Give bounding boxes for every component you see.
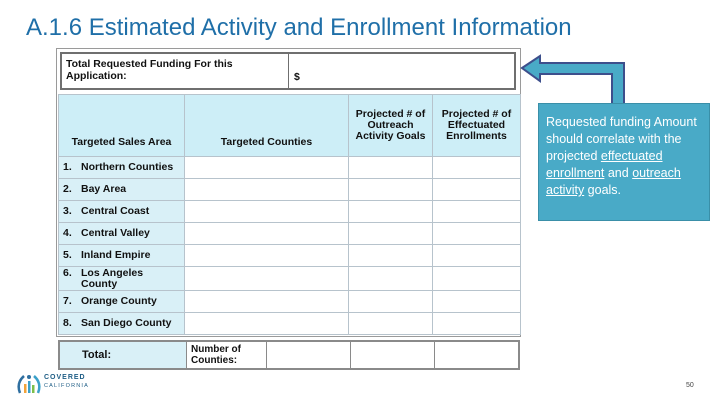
counties-cell[interactable]: [185, 267, 349, 291]
outreach-cell[interactable]: [349, 201, 433, 223]
logo-sub: CALIFORNIA: [44, 383, 90, 389]
outreach-cell[interactable]: [349, 267, 433, 291]
enrollment-cell[interactable]: [433, 291, 521, 313]
total-outreach-input[interactable]: [350, 342, 434, 368]
outreach-cell[interactable]: [349, 179, 433, 201]
total-label: Total:: [82, 349, 112, 361]
row-label: 5. Inland Empire: [59, 245, 185, 267]
number-of-counties-label: Number of Counties:: [191, 344, 241, 366]
counties-cell[interactable]: [185, 313, 349, 335]
row-label: 4. Central Valley: [59, 223, 185, 245]
total-row: [58, 340, 520, 370]
enrollment-cell[interactable]: [433, 157, 521, 179]
funding-box: [60, 52, 516, 90]
row-label: 2. Bay Area: [59, 179, 185, 201]
enrollment-cell[interactable]: [433, 179, 521, 201]
enrollment-cell[interactable]: [433, 223, 521, 245]
table-row: [59, 157, 521, 179]
counties-cell[interactable]: [185, 291, 349, 313]
table-row: [59, 313, 521, 335]
enrollment-cell[interactable]: [433, 267, 521, 291]
page-number: 50: [686, 382, 694, 389]
funding-value[interactable]: $: [294, 71, 300, 83]
table-row: [59, 245, 521, 267]
outreach-cell[interactable]: [349, 223, 433, 245]
counties-cell[interactable]: [185, 201, 349, 223]
enrollment-cell[interactable]: [433, 313, 521, 335]
enrollment-cell[interactable]: [433, 245, 521, 267]
callout-note: Requested funding Amount should correlate with the projected effectuated enrollment and outreach activity goals.: [538, 103, 710, 221]
row-label: 7. Orange County: [59, 291, 185, 313]
header-effectuated-enrollments: Projected # of Effectuated Enrollments: [433, 95, 521, 157]
counties-cell[interactable]: [185, 157, 349, 179]
table-row: [59, 223, 521, 245]
counties-cell[interactable]: [185, 245, 349, 267]
table-row: [59, 179, 521, 201]
header-targeted-sales-area: Targeted Sales Area: [59, 95, 185, 157]
row-label: 1. Northern Counties: [59, 157, 185, 179]
header-outreach-goals: Projected # of Outreach Activity Goals: [349, 95, 433, 157]
header-targeted-counties: Targeted Counties: [185, 95, 349, 157]
slide-title: A.1.6 Estimated Activity and Enrollment Information: [26, 14, 572, 41]
table-row: [59, 267, 521, 291]
row-label: 8. San Diego County: [59, 313, 185, 335]
funding-divider: [288, 54, 289, 88]
total-enrollment-input[interactable]: [434, 342, 518, 368]
counties-table: [58, 94, 521, 335]
logo-name: COVERED: [44, 374, 86, 381]
counties-cell[interactable]: [185, 223, 349, 245]
outreach-cell[interactable]: [349, 291, 433, 313]
total-counties-input[interactable]: [266, 342, 350, 368]
table-row: [59, 201, 521, 223]
outreach-cell[interactable]: [349, 157, 433, 179]
outreach-cell[interactable]: [349, 313, 433, 335]
enrollment-cell[interactable]: [433, 201, 521, 223]
counties-cell[interactable]: [185, 179, 349, 201]
row-label: 3. Central Coast: [59, 201, 185, 223]
number-of-counties-cell[interactable]: [186, 342, 266, 368]
outreach-cell[interactable]: [349, 245, 433, 267]
row-label: 6. Los Angeles County: [59, 267, 185, 291]
funding-label: Total Requested Funding For this Application:: [66, 58, 233, 82]
table-row: [59, 291, 521, 313]
